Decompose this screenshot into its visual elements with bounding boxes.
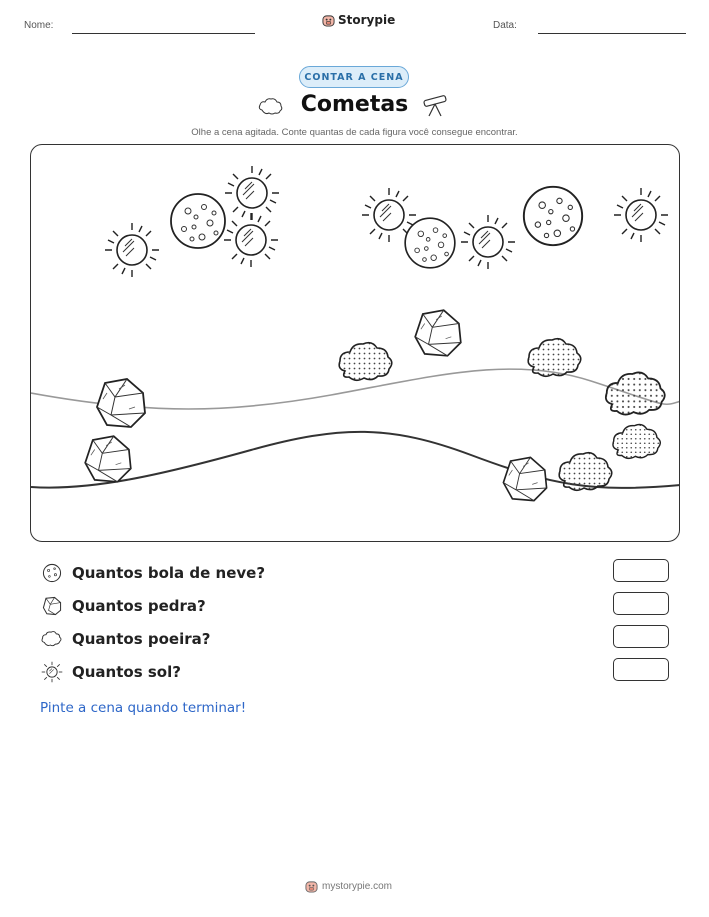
brand-name: Storypie bbox=[338, 13, 396, 27]
page-title: Cometas bbox=[300, 92, 409, 117]
rock-icon bbox=[503, 457, 546, 500]
sun-icon bbox=[224, 213, 278, 267]
snowball-icon bbox=[171, 194, 225, 248]
scene-illustration bbox=[31, 145, 680, 542]
sun-icon bbox=[225, 166, 279, 220]
dust-cloud-icon bbox=[339, 343, 392, 381]
dust-cloud-icon bbox=[613, 425, 660, 459]
rock-icon bbox=[85, 436, 131, 482]
date-label: Data: bbox=[493, 20, 517, 31]
question-snowball bbox=[40, 561, 265, 585]
question-text: Quantos sol? bbox=[72, 663, 181, 681]
snowball-icon bbox=[524, 187, 582, 245]
sun-icon bbox=[614, 188, 668, 242]
instructions: Olhe a cena agitada. Conte quantas de cada figura você consegue encontrar. bbox=[191, 127, 518, 138]
answer-box-dust[interactable] bbox=[613, 625, 669, 648]
dust-cloud-icon bbox=[559, 453, 612, 491]
snowball-icon bbox=[405, 218, 455, 268]
name-field[interactable] bbox=[72, 33, 255, 34]
site-footer bbox=[305, 880, 392, 893]
storypie-pig-icon bbox=[322, 14, 335, 27]
question-dust bbox=[40, 627, 210, 651]
rock-icon bbox=[97, 379, 145, 427]
dust-cloud-icon bbox=[40, 627, 64, 651]
sun-icon bbox=[461, 215, 515, 269]
brand-logo bbox=[322, 13, 395, 27]
rock-icon bbox=[415, 310, 461, 356]
name-label: Nome: bbox=[24, 20, 54, 31]
question-sun bbox=[40, 660, 181, 684]
sun-icon bbox=[40, 660, 64, 684]
storypie-pig-icon bbox=[305, 880, 318, 893]
answer-box-snowball[interactable] bbox=[613, 559, 669, 582]
dust-cloud-icon bbox=[528, 339, 581, 377]
snowball-icon bbox=[40, 561, 64, 585]
date-field[interactable] bbox=[538, 33, 686, 34]
coloring-instruction: Pinte a cena quando terminar! bbox=[40, 700, 247, 716]
answer-box-rock[interactable] bbox=[613, 592, 669, 615]
answer-box-sun[interactable] bbox=[613, 658, 669, 681]
activity-badge: CONTAR A CENA bbox=[299, 66, 409, 88]
question-text: Quantos poeira? bbox=[72, 630, 211, 648]
comet-scene[interactable] bbox=[30, 144, 680, 542]
telescope-icon bbox=[421, 92, 451, 118]
question-rock bbox=[40, 594, 206, 618]
question-text: Quantos pedra? bbox=[72, 597, 206, 615]
rock-icon bbox=[40, 594, 64, 618]
site-url: mystorypie.com bbox=[322, 881, 393, 892]
question-text: Quantos bola de neve? bbox=[72, 564, 266, 582]
dust-cloud-icon bbox=[606, 372, 665, 414]
sun-icon bbox=[105, 223, 159, 277]
